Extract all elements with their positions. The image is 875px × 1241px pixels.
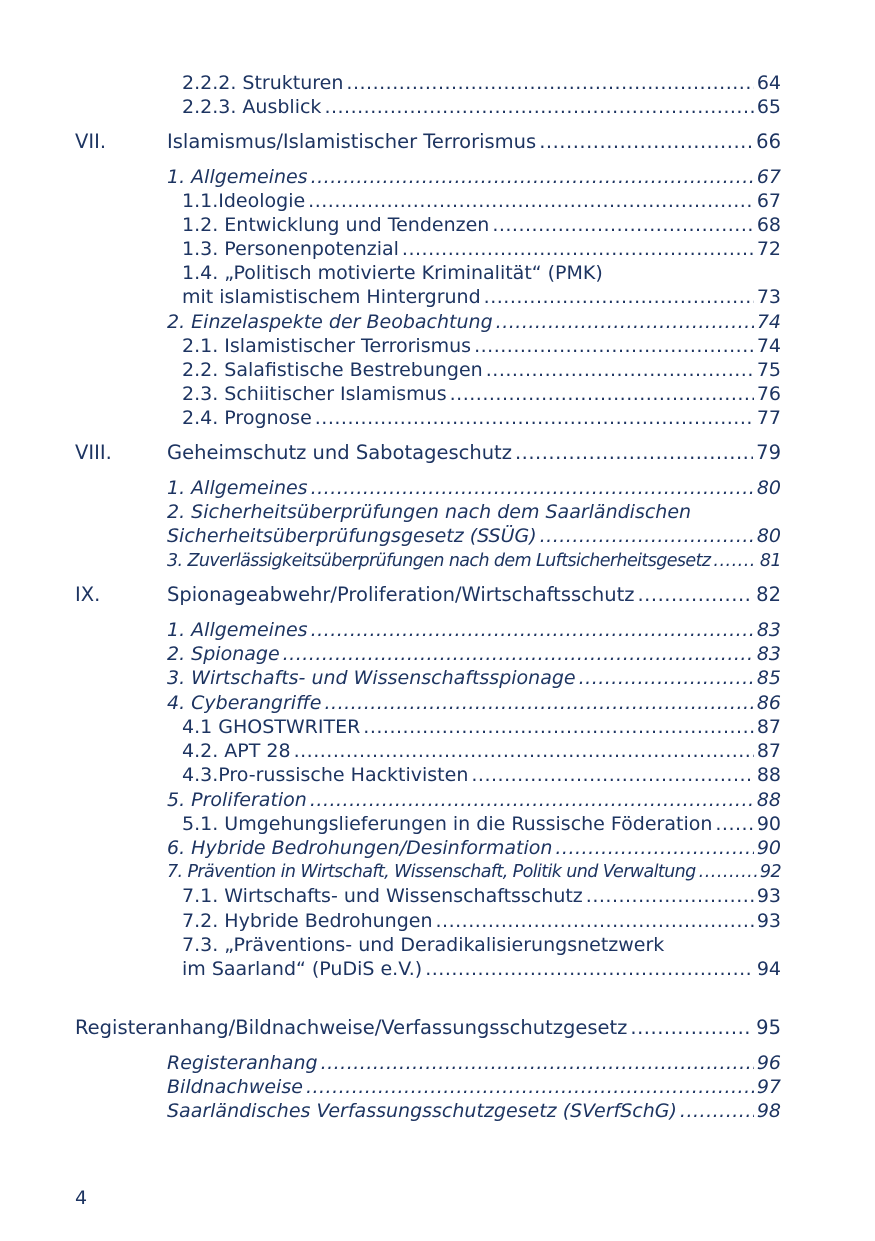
toc-entry: 1. Allgemeines ..... 67 <box>167 165 781 189</box>
toc-entry: 2.2. Salafistische Bestrebungen ..... 75 <box>182 358 781 382</box>
toc-entry: 1.2. Entwicklung und Tendenzen ..... 68 <box>182 213 781 237</box>
toc-entry: 3. Zuverlässigkeitsüberprüfungen nach dem Luftsicherheitsgesetz ..... 81 <box>167 549 781 573</box>
toc-entry-line: 7.3. „Präventions- und Deradikalisierungsnetzwerk <box>182 934 665 956</box>
chapter-number: VIII. <box>75 441 112 464</box>
toc-entry-line: 1.4. „Politisch motivierte Kriminalität“ (PMK) <box>182 262 603 284</box>
toc-entry: 4.3.Pro-russische Hacktivisten ..... 88 <box>182 763 781 787</box>
toc-entry: 2. Spionage ..... 83 <box>167 642 781 666</box>
toc-entry: 2.2.3. Ausblick ..... 65 <box>182 95 781 119</box>
toc-entry: 2.3. Schiitischer Islamismus ..... 76 <box>182 382 781 406</box>
chapter-number: IX. <box>75 583 101 606</box>
toc-entry: mit islamistischem Hintergrund ..... 73 <box>182 285 781 309</box>
toc-entry: 1.1.Ideologie ..... 67 <box>182 189 781 213</box>
page-number: 4 <box>75 1187 88 1209</box>
toc-entry: Sicherheitsüberprüfungsgesetz (SSÜG) ..... 80 <box>167 524 781 548</box>
toc-entry: 1. Allgemeines ..... 83 <box>167 618 781 642</box>
toc-entry: 1.3. Personenpotenzial ..... 72 <box>182 237 781 261</box>
toc-entry: 5.1. Umgehungslieferungen in die Russische Föderation ..... 90 <box>182 812 781 836</box>
toc-entry: 7.2. Hybride Bedrohungen ..... 93 <box>182 909 781 933</box>
chapter-heading: Geheimschutz und Sabotageschutz ..... 79 <box>167 441 781 465</box>
toc-entry: 2.4. Prognose ..... 77 <box>182 406 781 430</box>
toc-entry: 3. Wirtschafts- und Wissenschaftsspionage ..... 85 <box>167 666 781 690</box>
toc-entry: im Saarland“ (PuDiS e.V.) ..... 94 <box>182 957 781 981</box>
chapter-number: VII. <box>75 130 107 153</box>
toc-entry: 4.2. APT 28 ..... 87 <box>182 739 781 763</box>
toc-entry: 6. Hybride Bedrohungen/Desinformation ..... 90 <box>167 836 781 860</box>
toc-entry: Bildnachweise ..... 97 <box>167 1075 781 1099</box>
toc-entry: Saarländisches Verfassungsschutzgesetz (SVerfSchG) ..... 98 <box>167 1099 781 1123</box>
toc-entry: 7. Prävention in Wirtschaft, Wissenschaft, Politik und Verwaltung ..... 92 <box>167 860 781 884</box>
chapter-heading: Islamismus/Islamistischer Terrorismus ..... 66 <box>167 130 781 154</box>
toc-entry: Registeranhang ..... 96 <box>167 1051 781 1075</box>
toc-entry: 2. Einzelaspekte der Beobachtung ..... 74 <box>167 310 781 334</box>
toc-entry: 4.1 GHOSTWRITER ..... 87 <box>182 715 781 739</box>
toc-entry: 7.1. Wirtschafts- und Wissenschaftsschutz ..... 93 <box>182 884 781 908</box>
toc-entry: 2.2.2. Strukturen ..... 64 <box>182 71 781 95</box>
toc-entry: 4. Cyberangriffe ..... 86 <box>167 691 781 715</box>
toc-entry: 2.1. Islamistischer Terrorismus ..... 74 <box>182 334 781 358</box>
toc-entry: 5. Proliferation ..... 88 <box>167 788 781 812</box>
chapter-heading: Spionageabwehr/Proliferation/Wirtschaftsschutz ..... 82 <box>167 583 781 607</box>
toc-entry: 1. Allgemeines ..... 80 <box>167 476 781 500</box>
toc-entry-line: 2. Sicherheitsüberprüfungen nach dem Saarländischen <box>167 501 692 523</box>
appendix-heading: Registeranhang/Bildnachweise/Verfassungsschutzgesetz ..... 95 <box>75 1016 781 1040</box>
